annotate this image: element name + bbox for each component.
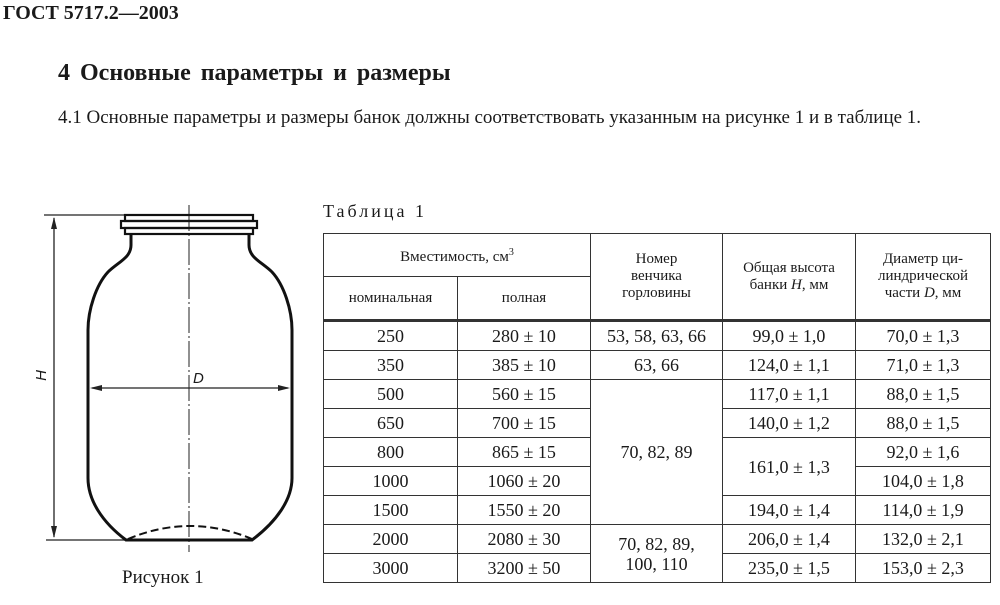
diameter-label: D	[193, 370, 204, 387]
header-finish-number: Номер венчика горловины	[591, 234, 723, 321]
header-full: полная	[458, 277, 591, 321]
document-code: ГОСТ 5717.2—2003	[3, 2, 179, 24]
jar-drawing-icon	[0, 200, 320, 600]
figure-caption: Рисунок 1	[122, 567, 204, 588]
finish-group-1: 70, 82, 89	[591, 380, 723, 525]
header-cylinder-diameter: Диаметр ци- линдрической части D, мм	[856, 234, 991, 321]
section-paragraph: 4.1 Основные параметры и размеры банок должны соответствовать указанным на рисунке 1 и в таблице 1.	[58, 107, 922, 128]
header-nominal: номинальная	[324, 277, 458, 321]
table-row: 1000 1060 ± 20 104,0 ± 1,8	[324, 467, 991, 496]
height-label: H	[32, 370, 50, 381]
table-row: 500 560 ± 15 70, 82, 89 117,0 ± 1,1 88,0 ± 1,5	[324, 380, 991, 409]
table-row: 250 280 ± 10 53, 58, 63, 66 99,0 ± 1,0 70,0 ± 1,3	[324, 321, 991, 351]
header-capacity: Вместимость, $см^3$	[324, 234, 591, 277]
header-total-height: Общая высота банки H, мм	[723, 234, 856, 321]
table-row: 650 700 ± 15 140,0 ± 1,2 88,0 ± 1,5	[324, 409, 991, 438]
table-row: 1500 1550 ± 20 194,0 ± 1,4 114,0 ± 1,9	[324, 496, 991, 525]
table-caption: Таблица 1	[323, 201, 427, 221]
finish-group-2: 70, 82, 89, 100, 110	[591, 525, 723, 583]
table-row: 3000 3200 ± 50 235,0 ± 1,5 153,0 ± 2,3	[324, 554, 991, 583]
parameters-table	[323, 233, 991, 583]
jar-figure	[0, 200, 320, 600]
height-merged: 161,0 ± 1,3	[723, 438, 856, 496]
table-row: 800 865 ± 15 161,0 ± 1,3 92,0 ± 1,6	[324, 438, 991, 467]
table-row: 350 385 ± 10 63, 66 124,0 ± 1,1 71,0 ± 1,3	[324, 351, 991, 380]
section-title: 4 Основные параметры и размеры	[58, 60, 451, 86]
table-row: 2000 2080 ± 30 70, 82, 89, 100, 110 206,0 ± 1,4 132,0 ± 2,1	[324, 525, 991, 554]
